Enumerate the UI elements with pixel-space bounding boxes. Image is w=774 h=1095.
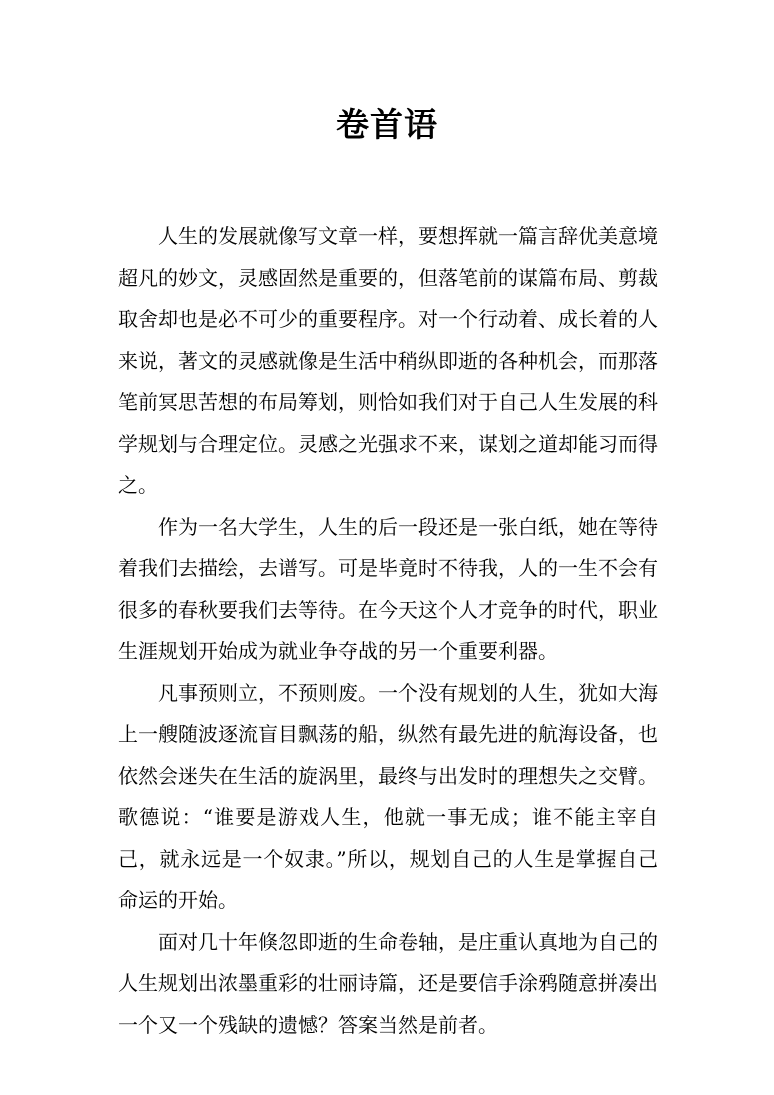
paragraph-2: 作为一名大学生，人生的后一段还是一张白纸，她在等待着我们去描绘，去谱写。可是毕竟时不待我，人的一生不会有很多的春秋要我们去等待。在今天这个人才竞争的时代，职业生涯规划开始成为就业争夺战的另一个重要利器。	[118, 514, 658, 663]
paragraph-4: 面对几十年倏忽即逝的生命卷轴，是庄重认真地为自己的人生规划出浓墨重彩的壮丽诗篇，还是要信手涂鸦随意拼凑出一个又一个残缺的遗憾？答案当然是前者。	[118, 929, 658, 1037]
paragraph-3: 凡事预则立，不预则废。一个没有规划的人生，犹如大海上一艘随波逐流盲目飘荡的船，纵然有最先进的航海设备，也依然会迷失在生活的旋涡里，最终与出发时的理想失之交臂。歌德说：“谁要是游戏人生，他就一事无成；谁不能主宰自己，就永远是一个奴隶。”所以，规划自己的人生是掌握自己命运的开始。	[118, 680, 658, 912]
article-body	[118, 216, 658, 1046]
paragraph-1: 人生的发展就像写文章一样，要想挥就一篇言辞优美意境超凡的妙文，灵感固然是重要的，但落笔前的谋篇布局、剪裁取舍却也是必不可少的重要程序。对一个行动着、成长着的人来说，著文的灵感就像是生活中稍纵即逝的各种机会，而那落笔前冥思苦想的布局筹划，则恰如我们对于自己人生发展的科学规划与合理定位。灵感之光强求不来，谋划之道却能习而得之。	[118, 224, 658, 497]
page-title: 卷首语	[336, 105, 438, 144]
